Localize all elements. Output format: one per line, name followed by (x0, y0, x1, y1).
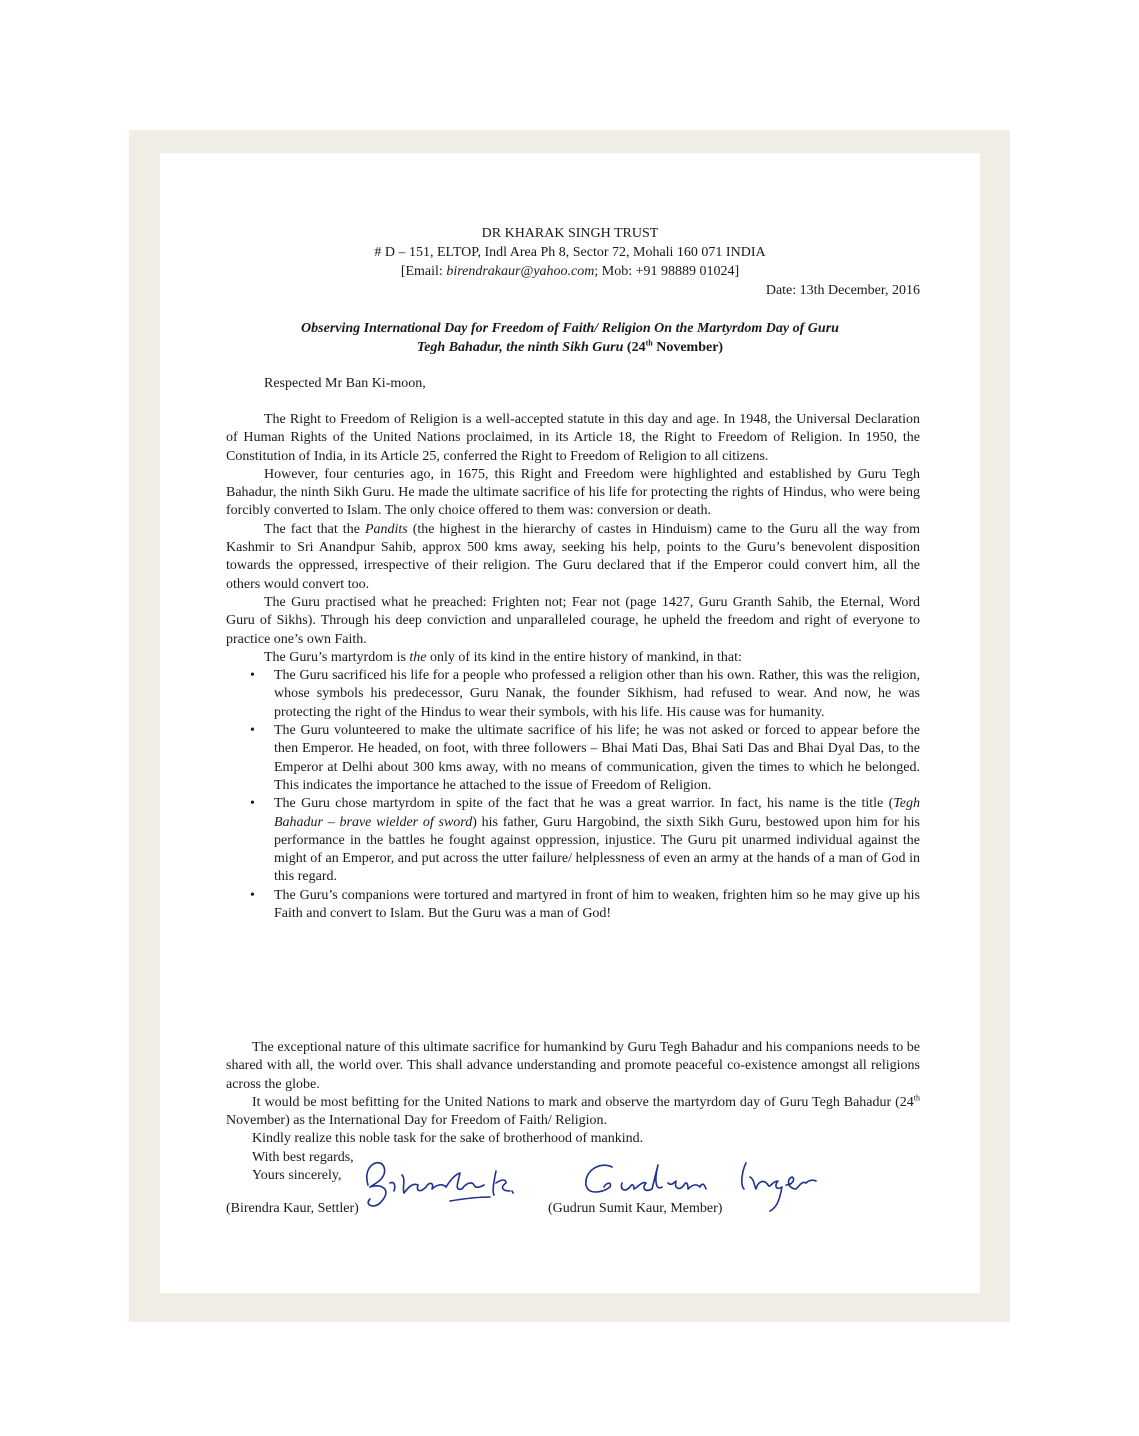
letterhead-org: DR KHARAK SINGH TRUST (481, 226, 659, 241)
paragraph-5: The Guru’s martyrdom is the only of its kind in the entire history of mankind, in that: (264, 649, 742, 665)
letter-date: Date: 13th December, 2016 (765, 283, 920, 298)
paragraph-1: The Right to Freedom of Religion is a well-accepted statute in this day and age. In 1948, the Universal Declaration of Human Rights of the United Nations proclaimed, in its Article 18, the Right to Freedom of Religion. In 1950, the Constitution of India, in its Article 25, conferred the Right to Freedom of Religion to all citizens. (226, 412, 920, 464)
signatory-right: (Gudrun Sumit Kaur, Member) (548, 1201, 723, 1216)
salutation: Respected Mr Ban Ki-moon, (264, 376, 426, 391)
mobile-number: ; Mob: +91 98889 01024] (594, 264, 740, 279)
paragraph-4: The Guru practised what he preached: Frighten not; Fear not (page 1427, Guru Granth Sahib, the Eternal, Word Guru of Sikhs). Through his deep conviction and unparalleled courage, he upheld the freedom and right of everyone to practice one’s own Faith. (226, 594, 920, 647)
letterhead-contact (160, 263, 980, 281)
letter-subject (210, 319, 930, 357)
closing-paragraph-1: The exceptional nature of this ultimate sacrifice for humankind by Guru Tegh Bahadur and his companions needs to be shared with all, the world over. This shall advance understanding and promote peaceful co-existence amongst all religions across the globe. (226, 1040, 920, 1092)
subject-line-2: Tegh Bahadur, the ninth Sikh Guru (24th November) (416, 338, 724, 355)
letter-body (226, 411, 920, 923)
list-item: • The Guru’s companions were tortured and martyred in front of him to weaken, frighten him so he may give up his Faith and convert to Islam. But the Guru was a man of God! (250, 887, 920, 922)
signature-flourish (450, 1197, 490, 1201)
signature-left (367, 1163, 513, 1206)
paragraph-2: However, four centuries ago, in 1675, this Right and Freedom were highlighted and established by Guru Tegh Bahadur, the ninth Sikh Guru. He made the ultimate sacrifice of his life for protecting the rights of Hindus, who were being forcibly converted to Islam. The only choice offered to them was: conversion or death. (226, 466, 920, 519)
closing-paragraph-3: Kindly realize this noble task for the sake of brotherhood of mankind. (252, 1131, 644, 1147)
paragraph-3: The fact that the Pandits (the highest in the hierarchy of castes in Hinduism) came to the Guru all the way from Kashmir to Sri Anandpur Sahib, approx 500 kms away, seeking his help, points to the Guru’s benevolent disposition towards the oppressed, irrespective of their religion. The Guru declared that if the Emperor could convert him, all the others would convert too. (226, 521, 921, 592)
letter-page (160, 153, 980, 1293)
email-address: birendrakaur@yahoo.com (446, 264, 595, 279)
yours-line: Yours sincerely, (252, 1168, 342, 1184)
signatory-left: (Birendra Kaur, Settler) (226, 1201, 359, 1216)
list-item: • The Guru chose martyrdom in spite of the fact that he was a great warrior. In fact, his name is the title (Tegh Bahadur – brave wielder of sword) his father, Guru Hargobind, the sixth Sikh Guru, bestowed upon him for his performance in the battles he fought against oppression, injustice. The Guru pit unarmed individual against the might of an Emperor, and put across the utter failure/ helplessness of even an army at the hands of a man of God in this regard. (250, 796, 920, 885)
list-item: • The Guru volunteered to make the ultimate sacrifice of his life; he was not asked or forced to appear before the then Emperor. He headed, on foot, with three followers – Bhai Mati Das, Bhai Sati Das and Bhai Dyal Das, to the Emperor at Delhi about 300 kms away, with no means of communication, given the times to which he belonged. This indicates the importance he attached to the issue of Freedom of Religion. (250, 723, 920, 793)
reasons-list (226, 667, 920, 923)
closing-paragraph-2: It would be most befitting for the United Nations to mark and observe the martyrdom day of Guru Tegh Bahadur (24th November) as the International Day for Freedom of Faith/ Religion. (226, 1093, 920, 1129)
list-item: • The Guru sacrificed his life for a people who professed a religion other than his own. Rather, this was the religion, whose symbols his predecessor, Guru Nanak, the founder Sikhism, had refused to wear. And now, he was protecting the right of the Hindus to wear their symbols, with his life. His cause was for humanity. (250, 668, 920, 720)
letterhead-address: # D – 151, ELTOP, Indl Area Ph 8, Sector 72, Mohali 160 071 INDIA (374, 245, 766, 260)
email-prefix: [Email: (400, 264, 447, 279)
subject-line-1: Observing International Day for Freedom of Faith/ Religion On the Martyrdom Day of Guru (301, 321, 839, 336)
regards-line: With best regards, (252, 1149, 354, 1165)
